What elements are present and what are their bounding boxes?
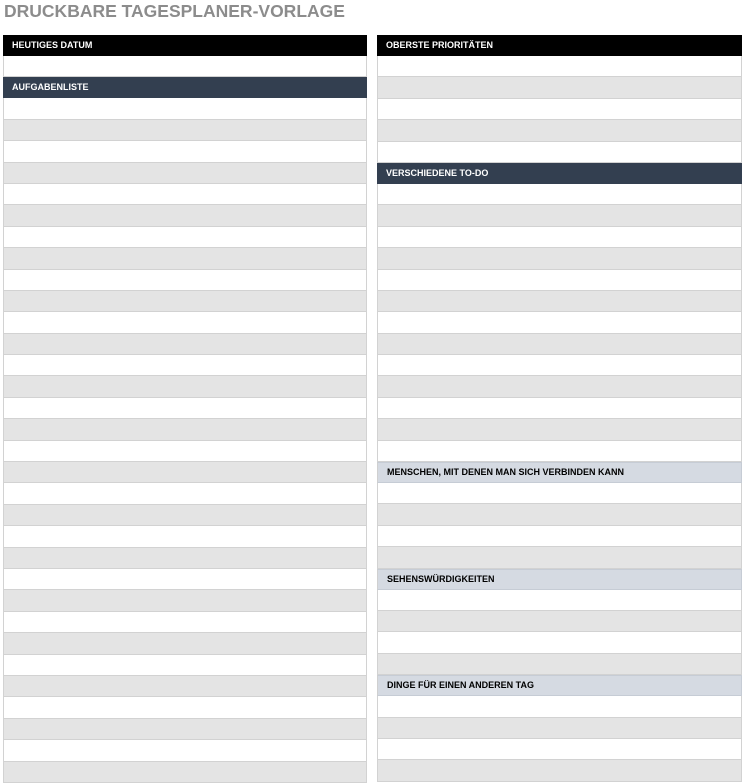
misc-todo-row[interactable]	[377, 419, 742, 440]
another-day-rows	[377, 696, 742, 782]
task-row[interactable]	[3, 141, 367, 162]
task-row[interactable]	[3, 398, 367, 419]
people-row[interactable]	[377, 526, 742, 547]
sights-row[interactable]	[377, 590, 742, 611]
todays-date-header: HEUTIGES DATUM	[3, 35, 367, 56]
task-row[interactable]	[3, 676, 367, 697]
sights-row[interactable]	[377, 611, 742, 632]
another-day-row[interactable]	[377, 696, 742, 717]
task-row[interactable]	[3, 376, 367, 397]
priority-row[interactable]	[377, 99, 742, 120]
task-row[interactable]	[3, 697, 367, 718]
task-row[interactable]	[3, 355, 367, 376]
task-row[interactable]	[3, 441, 367, 462]
misc-todo-row[interactable]	[377, 441, 742, 462]
task-row[interactable]	[3, 612, 367, 633]
sights-header: SEHENSWÜRDIGKEITEN	[377, 569, 742, 590]
top-priorities-header: OBERSTE PRIORITÄTEN	[377, 35, 742, 56]
misc-todo-row[interactable]	[377, 227, 742, 248]
task-row[interactable]	[3, 184, 367, 205]
misc-todo-row[interactable]	[377, 205, 742, 226]
top-priorities-rows	[377, 56, 742, 163]
task-row[interactable]	[3, 248, 367, 269]
task-row[interactable]	[3, 98, 367, 119]
task-row[interactable]	[3, 719, 367, 740]
task-row[interactable]	[3, 548, 367, 569]
task-list-header: AUFGABENLISTE	[3, 77, 367, 98]
another-day-row[interactable]	[377, 760, 742, 781]
misc-todo-row[interactable]	[377, 376, 742, 397]
task-row[interactable]	[3, 163, 367, 184]
task-row[interactable]	[3, 312, 367, 333]
task-row[interactable]	[3, 633, 367, 654]
task-row[interactable]	[3, 483, 367, 504]
misc-todo-row[interactable]	[377, 355, 742, 376]
task-row[interactable]	[3, 526, 367, 547]
sights-rows	[377, 590, 742, 676]
task-row[interactable]	[3, 590, 367, 611]
misc-todo-row[interactable]	[377, 248, 742, 269]
sights-row[interactable]	[377, 654, 742, 675]
another-day-row[interactable]	[377, 718, 742, 739]
people-to-connect-header: MENSCHEN, MIT DENEN MAN SICH VERBINDEN KANN	[377, 462, 742, 483]
misc-todo-row[interactable]	[377, 184, 742, 205]
priority-row[interactable]	[377, 120, 742, 141]
sights-row[interactable]	[377, 632, 742, 653]
misc-todo-row[interactable]	[377, 291, 742, 312]
people-to-connect-rows	[377, 483, 742, 569]
people-row[interactable]	[377, 547, 742, 568]
task-row[interactable]	[3, 334, 367, 355]
another-day-header: DINGE FÜR EINEN ANDEREN TAG	[377, 675, 742, 696]
misc-todo-header: VERSCHIEDENE TO-DO	[377, 163, 742, 184]
task-row[interactable]	[3, 270, 367, 291]
date-entry-row[interactable]	[3, 56, 367, 77]
priority-row[interactable]	[377, 56, 742, 77]
priority-row[interactable]	[377, 142, 742, 163]
task-row[interactable]	[3, 505, 367, 526]
misc-todo-row[interactable]	[377, 334, 742, 355]
people-row[interactable]	[377, 504, 742, 525]
misc-todo-row[interactable]	[377, 270, 742, 291]
task-row[interactable]	[3, 291, 367, 312]
task-row[interactable]	[3, 120, 367, 141]
misc-todo-row[interactable]	[377, 312, 742, 333]
task-row[interactable]	[3, 762, 367, 783]
misc-todo-rows	[377, 184, 742, 462]
task-list-rows	[3, 98, 367, 783]
task-row[interactable]	[3, 227, 367, 248]
people-row[interactable]	[377, 483, 742, 504]
left-column	[3, 35, 367, 783]
task-row[interactable]	[3, 740, 367, 761]
todays-date-rows	[3, 56, 367, 77]
task-row[interactable]	[3, 462, 367, 483]
right-column	[377, 35, 742, 782]
misc-todo-row[interactable]	[377, 398, 742, 419]
task-row[interactable]	[3, 205, 367, 226]
task-row[interactable]	[3, 569, 367, 590]
priority-row[interactable]	[377, 77, 742, 98]
task-row[interactable]	[3, 419, 367, 440]
another-day-row[interactable]	[377, 739, 742, 760]
page-title: DRUCKBARE TAGESPLANER-VORLAGE	[4, 1, 345, 21]
task-row[interactable]	[3, 655, 367, 676]
